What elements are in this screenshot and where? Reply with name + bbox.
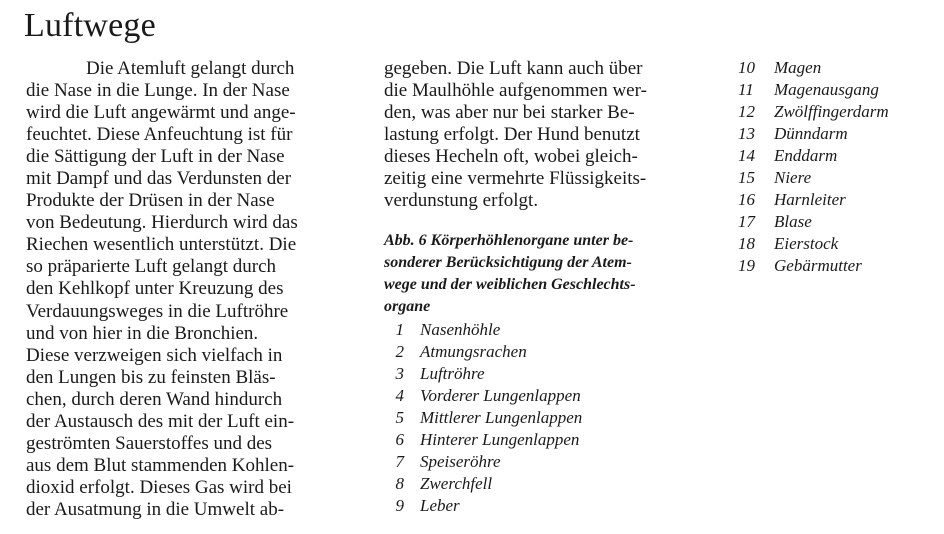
legend-number: 3 [395, 363, 404, 383]
legend-item [738, 79, 889, 101]
legend-label: Blase [774, 212, 812, 232]
legend-number: 7 [395, 451, 404, 471]
legend-number: 8 [395, 473, 404, 493]
legend-item [384, 407, 729, 429]
text-line: wird die Luft angewärmt und ange- [26, 102, 296, 124]
legend-number: 16 [738, 190, 755, 210]
caption-line: organe [384, 298, 431, 316]
text-line: und von hier in die Bronchien. [26, 322, 259, 344]
text-line: zeitig eine vermehrte Flüssigkeits- [384, 168, 647, 190]
legend-label: Magen [774, 58, 822, 77]
figure-legend-part-1 [384, 319, 729, 517]
legend-number: 12 [738, 102, 755, 122]
legend-item [384, 319, 729, 341]
text-line: Produkte der Drüsen in der Nase [26, 190, 275, 212]
legend-number: 5 [395, 407, 404, 427]
text-line: die Nase in die Lunge. In der Nase [26, 80, 290, 102]
legend-label: Vorderer Lungenlappen [420, 385, 581, 405]
text-line: die Maulhöhle aufgenommen wer- [384, 80, 647, 102]
legend-label: Magenausgang [774, 80, 879, 100]
text-line: dioxid erfolgt. Dieses Gas wird bei [26, 476, 292, 498]
legend-number: 19 [738, 256, 755, 276]
legend-item [384, 473, 729, 495]
legend-item [738, 255, 889, 277]
body-text-column-2 [384, 58, 729, 517]
legend-item [384, 385, 729, 407]
text-line: chen, durch deren Wand hindurch [26, 388, 283, 410]
text-line: geströmten Sauerstoffes und des [26, 432, 273, 454]
legend-number: 18 [738, 234, 755, 254]
legend-number: 1 [395, 319, 404, 339]
legend-label: Enddarm [774, 146, 838, 166]
legend-item [738, 57, 889, 79]
legend-item [738, 167, 889, 189]
legend-item [384, 429, 729, 451]
text-line: gegeben. Die Luft kann auch über [384, 58, 643, 79]
text-line: aus dem Blut stammenden Kohlen- [26, 454, 295, 476]
legend-number: 15 [738, 168, 755, 188]
legend-number: 6 [395, 429, 404, 449]
text-line: der Austausch des mit der Luft ein- [26, 410, 295, 432]
legend-number: 11 [738, 80, 754, 100]
legend-label: Dünndarm [774, 124, 848, 144]
text-line: die Sättigung der Luft in der Nase [26, 146, 285, 168]
legend-label: Gebärmutter [774, 256, 862, 276]
legend-label: Nasenhöhle [420, 319, 501, 339]
legend-label: Niere [774, 168, 812, 188]
page-title: Luftwege [24, 7, 156, 44]
legend-item [384, 451, 729, 473]
legend-item [738, 233, 889, 255]
text-line: Diese verzweigen sich vielfach in [26, 344, 283, 366]
text-line: von Bedeutung. Hierdurch wird das [26, 212, 298, 234]
figure-caption [384, 230, 729, 318]
text-line: Die Atemluft gelangt durch [86, 58, 295, 79]
text-line: verdunstung erfolgt. [384, 190, 539, 212]
text-line: feuchtet. Diese Anfeuchtung ist für [26, 124, 293, 146]
text-line: den, was aber nur bei starker Be- [384, 102, 635, 124]
legend-item [738, 145, 889, 167]
legend-label: Atmungsrachen [420, 341, 527, 361]
legend-number: 10 [738, 58, 755, 77]
body-text-column-1 [26, 58, 366, 521]
legend-label: Zwerchfell [420, 473, 493, 493]
text-line: so präparierte Luft gelangt durch [26, 256, 277, 278]
legend-number: 17 [738, 212, 755, 232]
text-line: lastung erfolgt. Der Hund benutzt [384, 124, 640, 146]
legend-label: Zwölffingerdarm [774, 102, 889, 122]
legend-item [738, 101, 889, 123]
caption-line: wege und der weiblichen Geschlechts- [384, 276, 636, 294]
legend-number: 2 [395, 341, 404, 361]
legend-item [738, 189, 889, 211]
legend-label: Harnleiter [774, 190, 846, 210]
legend-label: Luftröhre [420, 363, 485, 383]
caption-line: sonderer Berücksichtigung der Atem- [384, 254, 632, 272]
legend-number: 13 [738, 124, 755, 144]
text-line: mit Dampf und das Verdunsten der [26, 168, 292, 190]
text-line: den Lungen bis zu feinsten Bläs- [26, 366, 276, 388]
text-line: Riechen wesentlich unterstützt. Die [26, 234, 297, 256]
legend-label: Speiseröhre [420, 451, 501, 471]
legend-label: Leber [420, 495, 460, 515]
legend-item [384, 341, 729, 363]
figure-legend-part-2 [738, 57, 889, 277]
text-line: Verdauungsweges in die Luftröhre [26, 300, 289, 322]
legend-label: Hinterer Lungenlappen [420, 429, 580, 449]
legend-item [738, 123, 889, 145]
caption-line: Abb. 6 Körperhöhlenorgane unter be- [384, 232, 634, 250]
text-line: der Ausatmung in die Umwelt ab- [26, 498, 285, 520]
legend-number: 14 [738, 146, 755, 166]
legend-number: 4 [395, 385, 404, 405]
text-line: den Kehlkopf unter Kreuzung des [26, 278, 284, 300]
text-line: dieses Hecheln oft, wobei gleich- [384, 146, 638, 168]
legend-label: Mittlerer Lungenlappen [420, 407, 583, 427]
legend-number: 9 [395, 495, 404, 515]
legend-item [384, 363, 729, 385]
legend-item [384, 495, 729, 517]
legend-item [738, 211, 889, 233]
legend-label: Eierstock [774, 234, 839, 254]
